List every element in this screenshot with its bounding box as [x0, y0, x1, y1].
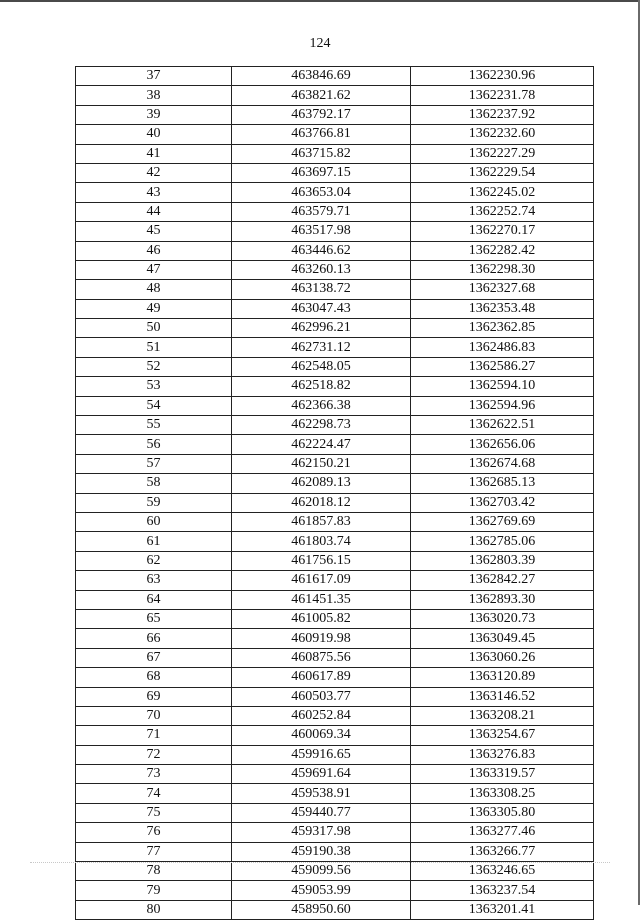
y-coordinate-cell: 1362594.96	[411, 396, 594, 415]
y-coordinate-cell: 1363266.77	[411, 842, 594, 861]
footer-scan-artifact	[30, 862, 610, 867]
y-coordinate-cell: 1363276.83	[411, 745, 594, 764]
y-coordinate-cell: 1363020.73	[411, 609, 594, 628]
x-coordinate-cell: 461005.82	[232, 609, 411, 628]
table-row	[76, 706, 594, 725]
y-coordinate-cell: 1362893.30	[411, 590, 594, 609]
x-coordinate-cell: 463715.82	[232, 144, 411, 163]
point-number-cell: 57	[76, 454, 232, 473]
x-coordinate-cell: 463766.81	[232, 125, 411, 144]
x-coordinate-cell: 461617.09	[232, 571, 411, 590]
x-coordinate-cell: 463517.98	[232, 222, 411, 241]
point-number-cell: 41	[76, 144, 232, 163]
table-row	[76, 571, 594, 590]
point-number-cell: 79	[76, 881, 232, 900]
table-row	[76, 745, 594, 764]
point-number-cell: 56	[76, 435, 232, 454]
point-number-cell: 55	[76, 416, 232, 435]
table-row	[76, 435, 594, 454]
x-coordinate-cell: 462548.05	[232, 357, 411, 376]
table-row	[76, 222, 594, 241]
table-row	[76, 144, 594, 163]
y-coordinate-cell: 1362252.74	[411, 202, 594, 221]
point-number-cell: 76	[76, 823, 232, 842]
point-number-cell: 80	[76, 900, 232, 919]
table-row	[76, 377, 594, 396]
table-row	[76, 512, 594, 531]
table-row	[76, 105, 594, 124]
y-coordinate-cell: 1362229.54	[411, 163, 594, 182]
point-number-cell: 74	[76, 784, 232, 803]
point-number-cell: 44	[76, 202, 232, 221]
y-coordinate-cell: 1363277.46	[411, 823, 594, 842]
x-coordinate-cell: 463446.62	[232, 241, 411, 260]
point-number-cell: 72	[76, 745, 232, 764]
point-number-cell: 60	[76, 512, 232, 531]
x-coordinate-cell: 460503.77	[232, 687, 411, 706]
point-number-cell: 52	[76, 357, 232, 376]
x-coordinate-cell: 463846.69	[232, 67, 411, 86]
x-coordinate-cell: 462518.82	[232, 377, 411, 396]
y-coordinate-cell: 1362353.48	[411, 299, 594, 318]
x-coordinate-cell: 461803.74	[232, 532, 411, 551]
point-number-cell: 61	[76, 532, 232, 551]
table-row	[76, 726, 594, 745]
y-coordinate-cell: 1363308.25	[411, 784, 594, 803]
table-row	[76, 765, 594, 784]
x-coordinate-cell: 462018.12	[232, 493, 411, 512]
y-coordinate-cell: 1362298.30	[411, 260, 594, 279]
point-number-cell: 77	[76, 842, 232, 861]
point-number-cell: 40	[76, 125, 232, 144]
table-row	[76, 338, 594, 357]
y-coordinate-cell: 1363049.45	[411, 629, 594, 648]
table-row	[76, 803, 594, 822]
point-number-cell: 78	[76, 862, 232, 881]
x-coordinate-cell: 460875.56	[232, 648, 411, 667]
x-coordinate-cell: 459538.91	[232, 784, 411, 803]
point-number-cell: 75	[76, 803, 232, 822]
y-coordinate-cell: 1362703.42	[411, 493, 594, 512]
page-edge-top	[0, 0, 640, 2]
y-coordinate-cell: 1362586.27	[411, 357, 594, 376]
point-number-cell: 70	[76, 706, 232, 725]
y-coordinate-cell: 1362231.78	[411, 86, 594, 105]
coordinates-table	[75, 66, 594, 920]
point-number-cell: 47	[76, 260, 232, 279]
coordinates-table-body	[76, 67, 594, 920]
y-coordinate-cell: 1362622.51	[411, 416, 594, 435]
y-coordinate-cell: 1363060.26	[411, 648, 594, 667]
table-row	[76, 900, 594, 919]
x-coordinate-cell: 463821.62	[232, 86, 411, 105]
y-coordinate-cell: 1362656.06	[411, 435, 594, 454]
table-row	[76, 202, 594, 221]
x-coordinate-cell: 461451.35	[232, 590, 411, 609]
table-row	[76, 241, 594, 260]
y-coordinate-cell: 1363319.57	[411, 765, 594, 784]
table-row	[76, 784, 594, 803]
table-row	[76, 280, 594, 299]
y-coordinate-cell: 1363305.80	[411, 803, 594, 822]
point-number-cell: 38	[76, 86, 232, 105]
x-coordinate-cell: 459317.98	[232, 823, 411, 842]
table-row	[76, 183, 594, 202]
table-row	[76, 163, 594, 182]
x-coordinate-cell: 463697.15	[232, 163, 411, 182]
x-coordinate-cell: 459691.64	[232, 765, 411, 784]
x-coordinate-cell: 462996.21	[232, 319, 411, 338]
y-coordinate-cell: 1362685.13	[411, 474, 594, 493]
point-number-cell: 39	[76, 105, 232, 124]
y-coordinate-cell: 1362270.17	[411, 222, 594, 241]
point-number-cell: 63	[76, 571, 232, 590]
point-number-cell: 64	[76, 590, 232, 609]
point-number-cell: 66	[76, 629, 232, 648]
table-row	[76, 532, 594, 551]
y-coordinate-cell: 1362594.10	[411, 377, 594, 396]
y-coordinate-cell: 1363254.67	[411, 726, 594, 745]
y-coordinate-cell: 1362237.92	[411, 105, 594, 124]
point-number-cell: 51	[76, 338, 232, 357]
point-number-cell: 59	[76, 493, 232, 512]
table-row	[76, 590, 594, 609]
y-coordinate-cell: 1362362.85	[411, 319, 594, 338]
x-coordinate-cell: 459099.56	[232, 862, 411, 881]
table-row	[76, 299, 594, 318]
x-coordinate-cell: 461857.83	[232, 512, 411, 531]
x-coordinate-cell: 459440.77	[232, 803, 411, 822]
point-number-cell: 48	[76, 280, 232, 299]
x-coordinate-cell: 463138.72	[232, 280, 411, 299]
x-coordinate-cell: 459190.38	[232, 842, 411, 861]
x-coordinate-cell: 462298.73	[232, 416, 411, 435]
x-coordinate-cell: 459916.65	[232, 745, 411, 764]
table-row	[76, 67, 594, 86]
point-number-cell: 71	[76, 726, 232, 745]
point-number-cell: 54	[76, 396, 232, 415]
y-coordinate-cell: 1362486.83	[411, 338, 594, 357]
table-row	[76, 86, 594, 105]
x-coordinate-cell: 463653.04	[232, 183, 411, 202]
table-row	[76, 357, 594, 376]
table-row	[76, 551, 594, 570]
y-coordinate-cell: 1363237.54	[411, 881, 594, 900]
y-coordinate-cell: 1363201.41	[411, 900, 594, 919]
table-row	[76, 493, 594, 512]
point-number-cell: 67	[76, 648, 232, 667]
x-coordinate-cell: 461756.15	[232, 551, 411, 570]
table-row	[76, 260, 594, 279]
y-coordinate-cell: 1362785.06	[411, 532, 594, 551]
point-number-cell: 42	[76, 163, 232, 182]
x-coordinate-cell: 463579.71	[232, 202, 411, 221]
point-number-cell: 58	[76, 474, 232, 493]
point-number-cell: 69	[76, 687, 232, 706]
x-coordinate-cell: 460069.34	[232, 726, 411, 745]
table-row	[76, 396, 594, 415]
table-row	[76, 881, 594, 900]
point-number-cell: 37	[76, 67, 232, 86]
y-coordinate-cell: 1362230.96	[411, 67, 594, 86]
table-row	[76, 125, 594, 144]
table-row	[76, 416, 594, 435]
y-coordinate-cell: 1363208.21	[411, 706, 594, 725]
point-number-cell: 49	[76, 299, 232, 318]
y-coordinate-cell: 1362282.42	[411, 241, 594, 260]
point-number-cell: 73	[76, 765, 232, 784]
point-number-cell: 53	[76, 377, 232, 396]
y-coordinate-cell: 1362327.68	[411, 280, 594, 299]
table-row	[76, 319, 594, 338]
x-coordinate-cell: 463792.17	[232, 105, 411, 124]
y-coordinate-cell: 1363246.65	[411, 862, 594, 881]
table-row	[76, 629, 594, 648]
point-number-cell: 50	[76, 319, 232, 338]
y-coordinate-cell: 1362227.29	[411, 144, 594, 163]
table-row	[76, 454, 594, 473]
y-coordinate-cell: 1362232.60	[411, 125, 594, 144]
x-coordinate-cell: 458950.60	[232, 900, 411, 919]
y-coordinate-cell: 1362674.68	[411, 454, 594, 473]
x-coordinate-cell: 460617.89	[232, 668, 411, 687]
x-coordinate-cell: 460919.98	[232, 629, 411, 648]
x-coordinate-cell: 463047.43	[232, 299, 411, 318]
y-coordinate-cell: 1362842.27	[411, 571, 594, 590]
x-coordinate-cell: 462150.21	[232, 454, 411, 473]
table-row	[76, 668, 594, 687]
table-row	[76, 474, 594, 493]
x-coordinate-cell: 462089.13	[232, 474, 411, 493]
y-coordinate-cell: 1362803.39	[411, 551, 594, 570]
table-row	[76, 609, 594, 628]
x-coordinate-cell: 462731.12	[232, 338, 411, 357]
point-number-cell: 45	[76, 222, 232, 241]
point-number-cell: 43	[76, 183, 232, 202]
table-row	[76, 842, 594, 861]
table-row	[76, 648, 594, 667]
y-coordinate-cell: 1363120.89	[411, 668, 594, 687]
x-coordinate-cell: 460252.84	[232, 706, 411, 725]
x-coordinate-cell: 459053.99	[232, 881, 411, 900]
y-coordinate-cell: 1363146.52	[411, 687, 594, 706]
point-number-cell: 62	[76, 551, 232, 570]
point-number-cell: 65	[76, 609, 232, 628]
point-number-cell: 68	[76, 668, 232, 687]
x-coordinate-cell: 462366.38	[232, 396, 411, 415]
y-coordinate-cell: 1362245.02	[411, 183, 594, 202]
x-coordinate-cell: 462224.47	[232, 435, 411, 454]
y-coordinate-cell: 1362769.69	[411, 512, 594, 531]
x-coordinate-cell: 463260.13	[232, 260, 411, 279]
point-number-cell: 46	[76, 241, 232, 260]
table-row	[76, 687, 594, 706]
table-row	[76, 823, 594, 842]
page-number: 124	[309, 36, 331, 51]
